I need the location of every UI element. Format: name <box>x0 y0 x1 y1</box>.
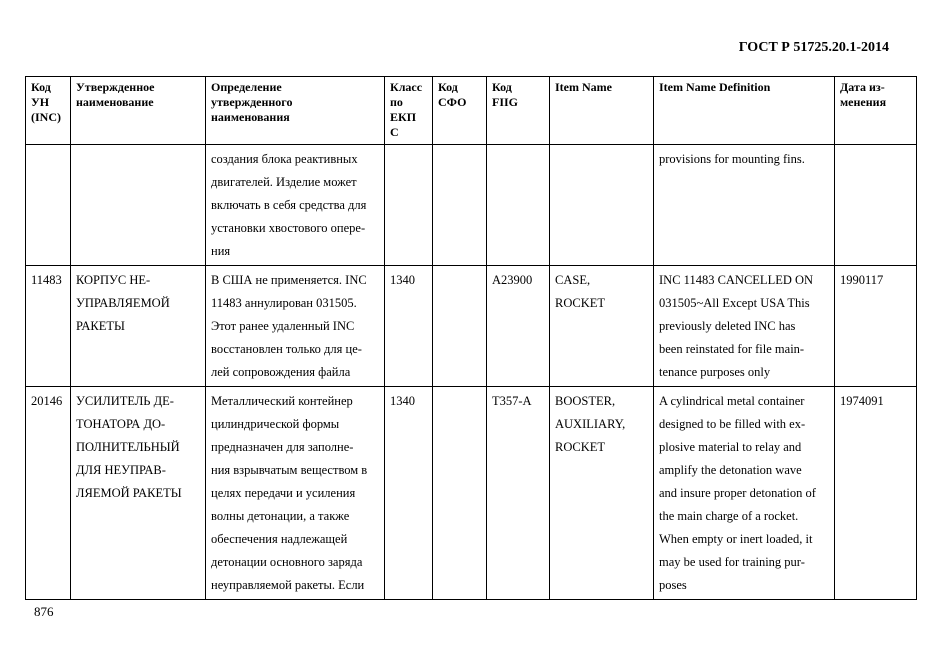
cell-line: восстановлен только для це- <box>211 342 362 356</box>
header-line: ЕКП <box>390 110 417 124</box>
col-item-definition-cell <box>654 145 835 266</box>
header-line: наименования <box>211 110 290 124</box>
col-fiig-cell <box>487 145 550 266</box>
cell-line: Металлический контейнер <box>211 394 353 408</box>
cell-line: and insure proper detonation of <box>659 486 816 500</box>
col-class-cell: 1340 <box>385 387 433 600</box>
header-line: Item Name Definition <box>659 80 771 94</box>
col-inc-cell: 11483 <box>26 266 71 387</box>
col-sfo-header <box>433 77 487 145</box>
cell-line: A cylindrical metal container <box>659 394 805 408</box>
header-line: по <box>390 95 403 109</box>
cell-line: CASE, <box>555 273 591 287</box>
cell-line: ROCKET <box>555 440 605 454</box>
cell-line: designed to be filled with ex- <box>659 417 806 431</box>
col-fiig-cell: T357-A <box>487 387 550 600</box>
col-sfo-cell <box>433 266 487 387</box>
col-definition-header <box>206 77 385 145</box>
cell-line: provisions for mounting fins. <box>659 152 805 166</box>
col-definition-cell <box>206 266 385 387</box>
cell-line: AUXILIARY, <box>555 417 626 431</box>
col-item-name-cell <box>550 145 654 266</box>
cell-line: неуправляемой ракеты. Если <box>211 578 365 592</box>
col-sfo-cell <box>433 145 487 266</box>
col-fiig-header <box>487 77 550 145</box>
cell-line: волны детонации, а также <box>211 509 350 523</box>
cell-line: 11483 аннулирован 031505. <box>211 296 357 310</box>
header-line: УН <box>31 95 50 109</box>
header-line: (INC) <box>31 110 61 124</box>
cell-line: КОРПУС НЕ- <box>76 273 151 287</box>
cell-line: When empty or inert loaded, it <box>659 532 813 546</box>
header-line: Определение <box>211 80 282 94</box>
cell-line: the main charge of a rocket. <box>659 509 799 523</box>
cell-line: обеспечения надлежащей <box>211 532 348 546</box>
col-item-name-cell <box>550 387 654 600</box>
cell-line: ПОЛНИТЕЛЬНЫЙ <box>76 440 180 454</box>
header-line: наименование <box>76 95 154 109</box>
col-item-definition-cell <box>654 266 835 387</box>
header-line: Код <box>438 80 458 94</box>
cell-line: УСИЛИТЕЛЬ ДЕ- <box>76 394 174 408</box>
col-approved-name-cell <box>71 266 206 387</box>
col-fiig-cell: A23900 <box>487 266 550 387</box>
cell-line: plosive material to relay and <box>659 440 802 454</box>
cell-line: цилиндрической формы <box>211 417 340 431</box>
cell-line: been reinstated for file main- <box>659 342 805 356</box>
cell-line: создания блока реактивных <box>211 152 358 166</box>
header-line: Утвержденное <box>76 80 155 94</box>
cell-line: may be used for training pur- <box>659 555 805 569</box>
table-row <box>26 387 917 600</box>
header-line: Код <box>492 80 512 94</box>
header-line: СФО <box>438 95 467 109</box>
col-item-definition-header <box>654 77 835 145</box>
header-line: С <box>390 125 399 139</box>
col-change-date-header <box>835 77 917 145</box>
header-line: менения <box>840 95 887 109</box>
col-inc-cell: 20146 <box>26 387 71 600</box>
cell-line: двигателей. Изделие может <box>211 175 357 189</box>
cell-line: УПРАВЛЯЕМОЙ <box>76 296 170 310</box>
cell-line: tenance purposes only <box>659 365 771 379</box>
cell-line: включать в себя средства для <box>211 198 367 212</box>
cell-line: ТОНАТОРА ДО- <box>76 417 166 431</box>
cell-line: ЛЯЕМОЙ РАКЕТЫ <box>76 486 182 500</box>
col-approved-name-cell <box>71 387 206 600</box>
cell-line: amplify the detonation wave <box>659 463 802 477</box>
col-class-cell <box>385 145 433 266</box>
col-change-date-cell: 1974091 <box>835 387 917 600</box>
cell-line: детонации основного заряда <box>211 555 363 569</box>
header-line: утвержденного <box>211 95 293 109</box>
cell-line: целях передачи и усиления <box>211 486 356 500</box>
header-line: Код <box>31 80 51 94</box>
col-change-date-cell <box>835 145 917 266</box>
col-item-definition-cell <box>654 387 835 600</box>
header-line: Item Name <box>555 80 612 94</box>
header-line: Дата из- <box>840 80 885 94</box>
cell-line: РАКЕТЫ <box>76 319 125 333</box>
cell-line: ROCKET <box>555 296 605 310</box>
cell-line: лей сопровождения файла <box>211 365 351 379</box>
col-sfo-cell <box>433 387 487 600</box>
col-definition-cell <box>206 145 385 266</box>
cell-line: установки хвостового опере- <box>211 221 366 235</box>
page-number: 876 <box>34 604 54 619</box>
cell-line: ния взрывчатым веществом в <box>211 463 368 477</box>
table-row <box>26 145 917 266</box>
document-code: ГОСТ Р 51725.20.1-2014 <box>738 40 889 55</box>
cell-line: previously deleted INC has <box>659 319 796 333</box>
col-inc-header <box>26 77 71 145</box>
cell-line: В США не применяется. INC <box>211 273 367 287</box>
cell-line: poses <box>659 578 687 592</box>
cell-line: ДЛЯ НЕУПРАВ- <box>76 463 166 477</box>
nomenclature-table <box>25 76 917 600</box>
header-line: FIIG <box>492 95 519 109</box>
cell-line: INC 11483 CANCELLED ON <box>659 273 814 287</box>
col-item-name-cell <box>550 266 654 387</box>
table-row <box>26 266 917 387</box>
col-approved-name-cell <box>71 145 206 266</box>
col-definition-cell <box>206 387 385 600</box>
col-class-header <box>385 77 433 145</box>
cell-line: ния <box>211 244 231 258</box>
header-line: Класс <box>390 80 423 94</box>
col-approved-name-header <box>71 77 206 145</box>
table-header-row <box>26 77 917 145</box>
col-class-cell: 1340 <box>385 266 433 387</box>
cell-line: Этот ранее удаленный INC <box>211 319 355 333</box>
col-item-name-header <box>550 77 654 145</box>
cell-line: предназначен для заполне- <box>211 440 354 454</box>
col-inc-cell <box>26 145 71 266</box>
col-change-date-cell: 1990117 <box>835 266 917 387</box>
cell-line: 031505~All Except USA This <box>659 296 810 310</box>
cell-line: BOOSTER, <box>555 394 616 408</box>
